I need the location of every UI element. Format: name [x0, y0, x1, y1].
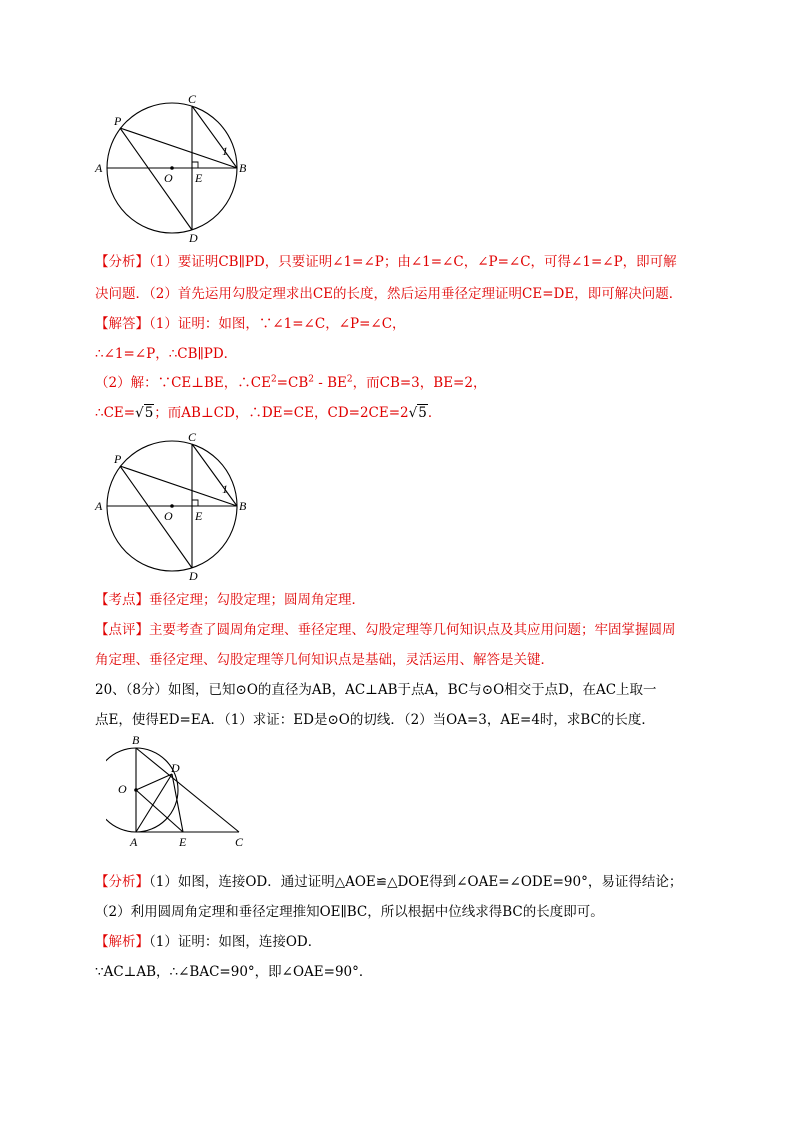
- label-D: D: [189, 569, 198, 580]
- kaodian-tag: 【考点】: [95, 592, 149, 608]
- q19-dianping-line-2: [95, 650, 554, 670]
- analysis-text: （2）利用圆周角定理和垂径定理推知OE∥BC，所以根据中位线求得BC的长度即可。: [95, 904, 604, 920]
- label-E: E: [179, 835, 187, 849]
- analysis-text: （1）如图，连接OD．通过证明△AOE≌△DOE得到∠OAE=∠ODE=90°，易证得结论；: [149, 874, 683, 890]
- answer-text: - BE: [313, 375, 347, 391]
- label-angle-1: 1: [222, 482, 228, 496]
- label-B: B: [239, 499, 247, 513]
- dianping-tag: 【点评】: [95, 622, 149, 638]
- jiexi-text: （1）证明：如图，连接OD．: [149, 934, 322, 950]
- answer-text: =CB: [276, 375, 309, 391]
- label-P: P: [114, 452, 122, 466]
- label-E: E: [195, 171, 203, 185]
- q19-dianping-line-1: [95, 620, 676, 640]
- dianping-text: 角定理、垂径定理、勾股定理等几何知识点是基础，灵活运用、解答是关键．: [95, 652, 554, 668]
- label-B: B: [132, 733, 140, 747]
- superscript: 2: [308, 374, 314, 385]
- q20-stem-line-2: [95, 710, 655, 730]
- analysis-text: 决问题．（2）首先运用勾股定理求出CE的长度，然后运用垂径定理证明CE=DE，即可解决问题．: [95, 286, 683, 302]
- jiexi-tag: 【解析】: [95, 934, 149, 950]
- figure-circle-2: [92, 430, 252, 580]
- kaodian-text: 垂径定理；勾股定理；圆周角定理．: [149, 592, 365, 608]
- q19-answer-line-2: [95, 344, 237, 364]
- label-E: E: [195, 509, 203, 523]
- figure-circle-3: [106, 730, 256, 850]
- label-P: P: [114, 114, 122, 128]
- q20-analysis-line-2: [95, 902, 604, 922]
- superscript: 2: [346, 374, 353, 385]
- sqrt-5: √5: [135, 405, 154, 421]
- label-B: B: [239, 161, 247, 175]
- q19-analysis-line-1: [95, 252, 677, 272]
- answer-text: ．: [427, 405, 442, 421]
- stem-text: 20、（8分）如图，已知⊙O的直径为AB，AC⊥AB于点A，BC与⊙O相交于点D，在AC上取一: [95, 682, 657, 698]
- answer-text: ，而CB=3，BE=2，: [352, 375, 487, 391]
- analysis-tag: 【分析】: [95, 254, 149, 270]
- label-O: O: [118, 782, 127, 796]
- answer-text: ∴∠1=∠P，∴CB∥PD．: [95, 346, 238, 362]
- label-O: O: [164, 171, 173, 185]
- q19-answer-line-1: [95, 314, 406, 334]
- q19-analysis-line-2: [95, 284, 682, 304]
- jiexi-text: ∵AC⊥AB，∴∠BAC=90°，即∠OAE=90°．: [95, 964, 373, 980]
- answer-tag: 【解答】: [95, 316, 149, 332]
- label-A: A: [95, 499, 103, 513]
- stem-text: 点E，使得ED=EA．（1）求证：ED是⊙O的切线．（2）当OA=3，AE=4时，求BC的长度．: [95, 712, 655, 728]
- label-angle-1: 1: [222, 144, 228, 158]
- q19-answer-line-4: [95, 403, 441, 423]
- label-C: C: [188, 92, 197, 106]
- analysis-tag: 【分析】: [95, 874, 149, 890]
- dianping-text: 主要考查了圆周角定理、垂径定理、勾股定理等几何知识点及其应用问题；牢固掌握圆周: [149, 622, 676, 638]
- answer-text: ；而AB⊥CD，∴DE=CE，CD=2CE=2: [154, 405, 409, 421]
- figure-circle-1: [92, 92, 252, 242]
- label-C: C: [188, 430, 197, 444]
- q20-jiexi-line-2: [95, 962, 372, 982]
- circle-diagram-1: [92, 92, 252, 242]
- circle-diagram-3: [106, 730, 256, 850]
- circle-diagram-2: [92, 430, 252, 580]
- answer-text: ∴CE=: [95, 405, 136, 421]
- q20-jiexi-line-1: [95, 932, 321, 952]
- q20-analysis-line-1: [95, 872, 682, 892]
- q20-stem-line-1: [95, 680, 657, 700]
- sqrt-5: √5: [408, 405, 427, 421]
- analysis-text: （1）要证明CB∥PD，只要证明∠1=∠P；由∠1=∠C，∠P=∠C，可得∠1=∠P，即可解: [149, 254, 677, 270]
- answer-text: （2）解：∵CE⊥BE，∴CE: [95, 375, 271, 391]
- label-C: C: [235, 835, 244, 849]
- label-D: D: [189, 231, 198, 242]
- label-O: O: [164, 509, 173, 523]
- label-A: A: [95, 161, 103, 175]
- q19-kaodian: [95, 590, 365, 610]
- label-D: D: [171, 761, 180, 775]
- answer-text: （1）证明：如图，∵∠1=∠C，∠P=∠C，: [149, 316, 406, 332]
- label-A: A: [130, 835, 138, 849]
- superscript: 2: [270, 374, 277, 385]
- q19-answer-line-3: [95, 373, 486, 393]
